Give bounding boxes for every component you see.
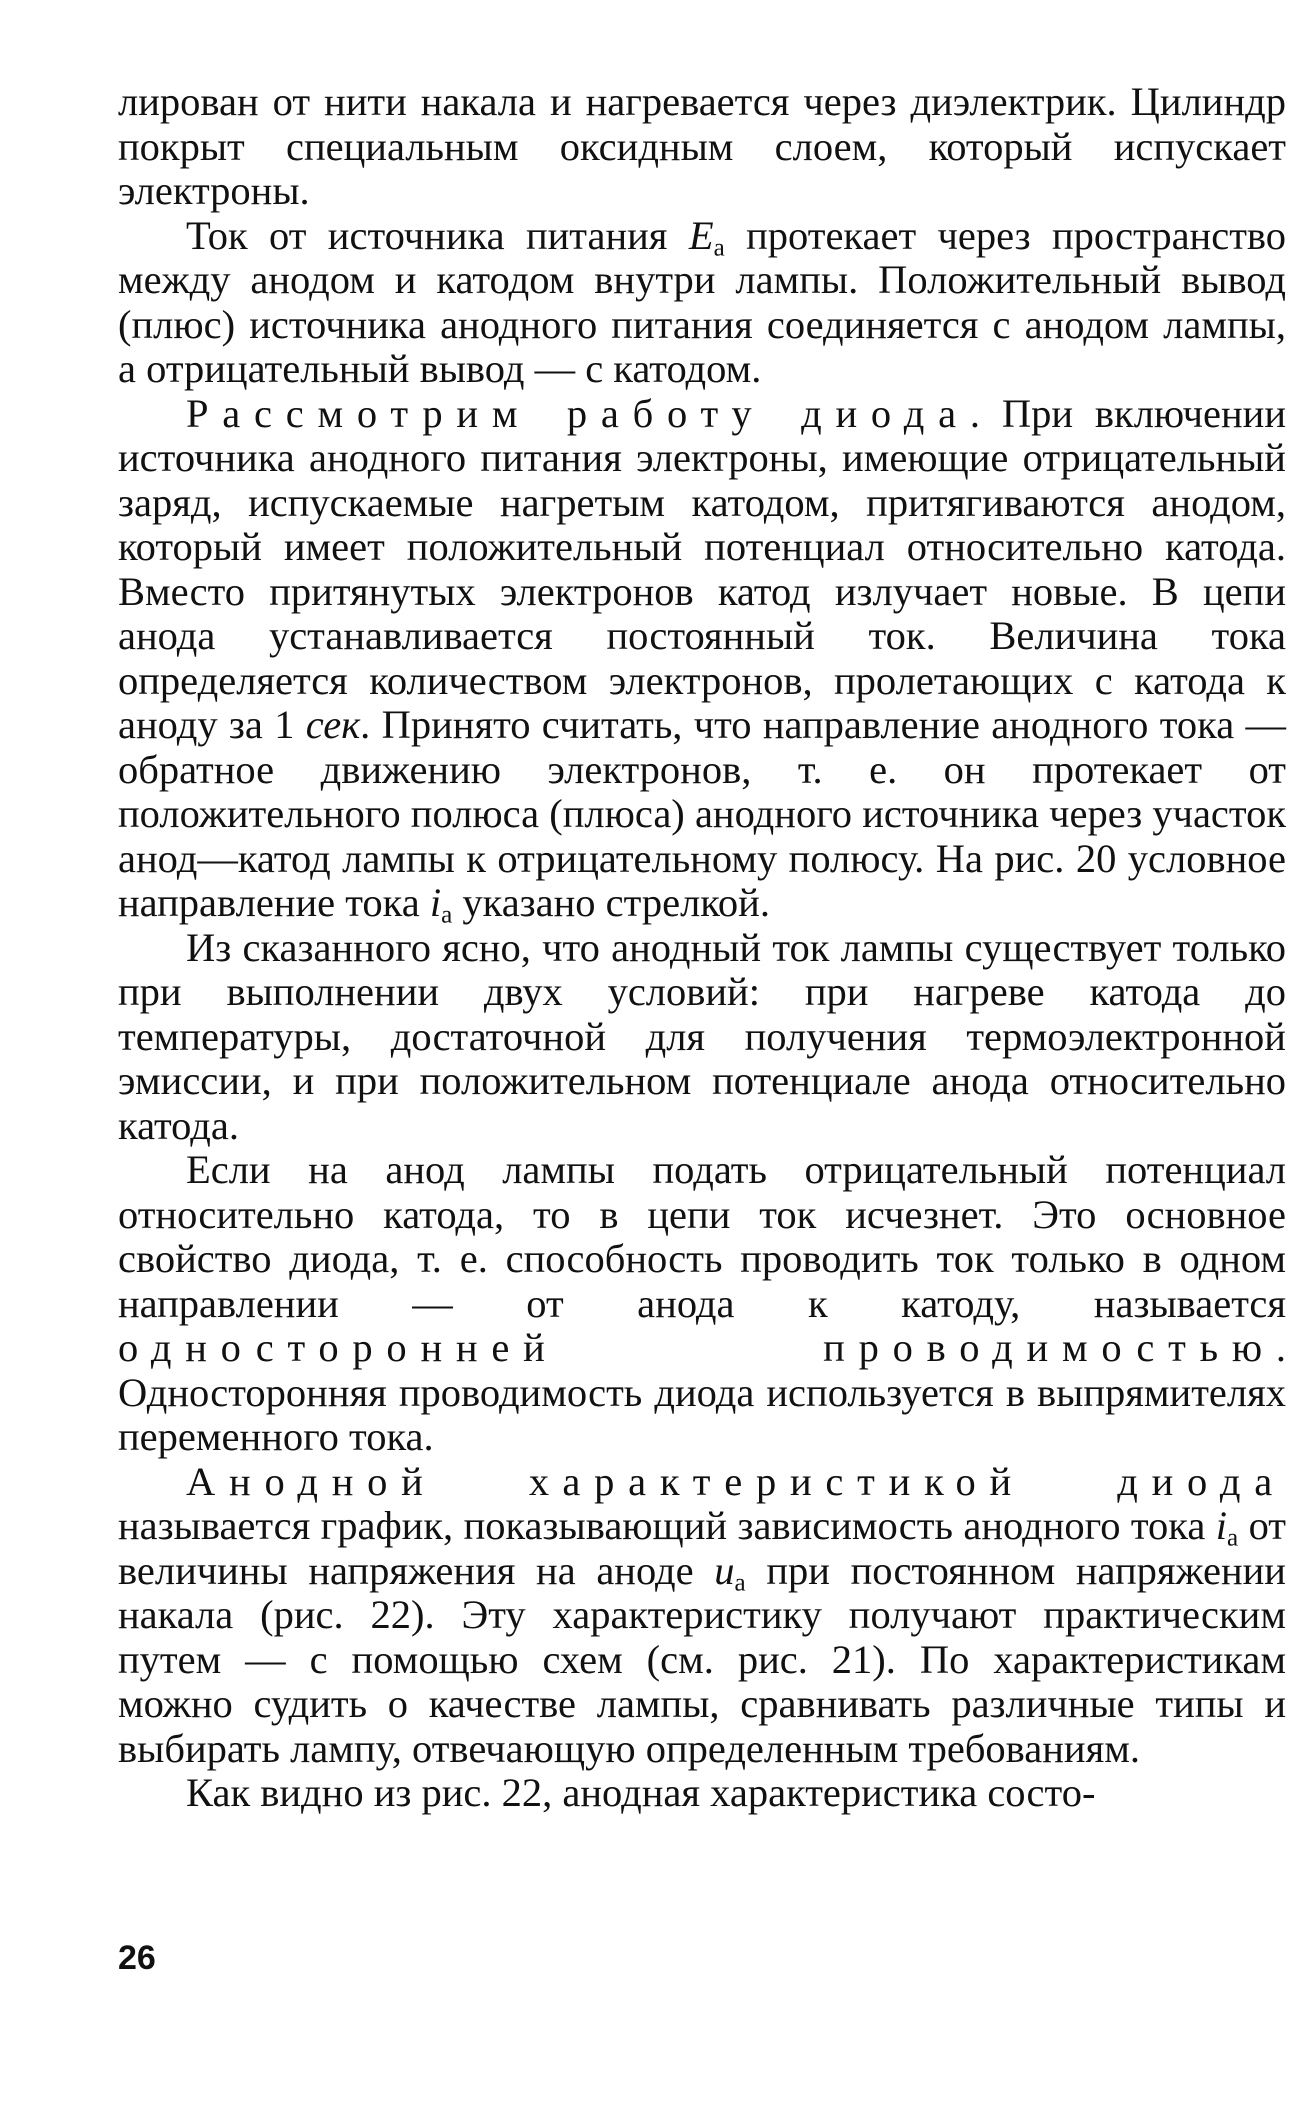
subscript: а (713, 233, 725, 261)
text-run: . Принято считать, что направление анодного тока — обратное движению электронов, т. е. он протекает от положительного полюса (плюса) анодного источника через участок анод—катод лампы к отрицательному полюсу. На рис. 20 условное направление тока (118, 702, 1286, 925)
italic-run: u (714, 1547, 735, 1593)
italic-run: i (429, 880, 442, 925)
italic-run: i (1215, 1503, 1228, 1548)
text-run: Ток от источника питания (186, 212, 689, 258)
paragraph-continuation (118, 80, 1286, 214)
page-number: 26 (118, 1939, 156, 1977)
text-run: называется график, показывающий зависимость анодного тока (118, 1503, 1216, 1548)
text-run: . При включении источника анодного питания электроны, имеющие отрицательный заряд, испускаемые нагретым катодом, притягиваются анодом, который имеет положительный потенциал относительно катода. Вместо притянутых электронов катод излучает новые. В цепи анода устанавливается постоянный ток. Величина тока определяется количеством электронов, пролетающих с катода к аноду за 1 (118, 390, 1286, 747)
paragraph-last-line (118, 1771, 1286, 1816)
body-text (118, 80, 1286, 1816)
spaced-emphasis: Анодной характеристикой диода (186, 1458, 1286, 1504)
text-run: лирован от нити накала и нагревается через диэлектрик. Цилиндр покрыт специальным оксидным слоем, который испускает электроны. (118, 79, 1286, 213)
paragraph-diode-operation (118, 390, 1286, 929)
subscript: а (1227, 1524, 1239, 1552)
spaced-emphasis: односторонней проводимостью (118, 1325, 1276, 1370)
paragraph-conditions (118, 926, 1286, 1149)
text-run: протекает через пространство между анодом и катодом внутри лампы. Положительный вывод (плюс) источника анодного питания соединяется с анодом лампы, а отрицательный вывод — с катодом. (118, 212, 1286, 391)
text-run: Из сказанного ясно, что анодный ток лампы существует только при выполнении двух условий: при нагреве катода до температуры, достаточной для получения термоэлектронной эмиссии, и при положительном потенциале анода относительно катода. (118, 924, 1286, 1148)
text-run: указано стрелкой. (452, 880, 770, 925)
paragraph-current-flow (118, 214, 1286, 392)
subscript: а (734, 1568, 746, 1596)
text-run: Если на анод лампы подать отрицательный потенциал относительно катода, то в цепи ток исчезнет. Это основное свойство диода, т. е. способность проводить ток только в одном направлении — от анода к катоду, называется (118, 1147, 1286, 1326)
paragraph-anode-characteristic (118, 1460, 1286, 1772)
subscript: а (441, 901, 453, 929)
spaced-emphasis: Рассмотрим работу диода (186, 390, 970, 436)
text-run: при постоянном напряжении накала (рис. 22). Эту характеристику получают практическим путем — с помощью схем (см. рис. 21). По характеристикам можно судить о качестве лампы, сравнивать различные типы и выбирать лампу, отвечающую определенным требованиям. (118, 1547, 1286, 1771)
italic-run: сек (305, 702, 361, 747)
italic-run: E (688, 212, 714, 258)
paragraph-one-way-conductivity (118, 1148, 1286, 1460)
text-run: от величины напряжения на аноде (118, 1503, 1286, 1593)
text-run: Как видно из рис. 22, анодная характеристика состо- (186, 1770, 1096, 1815)
text-run: . Односторонняя проводимость диода используется в выпрямителях переменного тока. (118, 1325, 1286, 1459)
